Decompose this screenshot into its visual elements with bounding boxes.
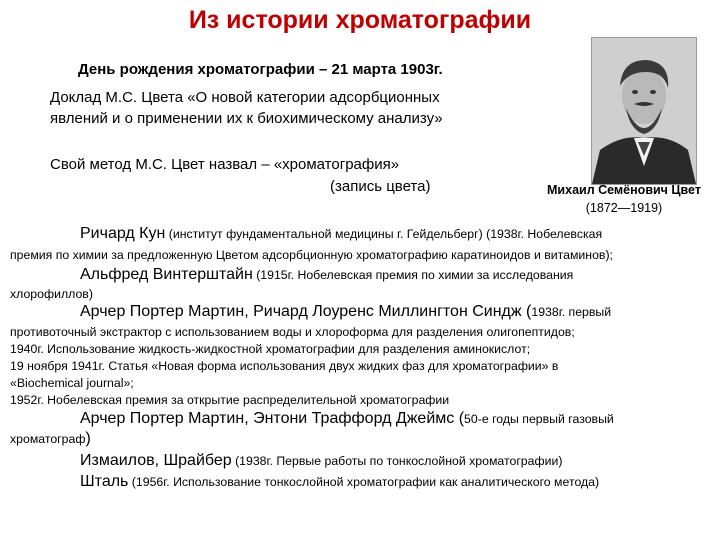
portrait-caption-name: Михаил Семёнович Цвет bbox=[547, 183, 701, 197]
entry-name: Арчер Портер Мартин, Ричард Лоуренс Миллингтон Синдж ( bbox=[80, 303, 532, 320]
entry-detail: (1915г. Нобелевская премия по химии за исследования bbox=[252, 268, 574, 282]
entry-kuhn-cont: премия по химии за предложенную Цветом адсорбционную хроматографию каратиноидов и витаминов); bbox=[10, 248, 613, 262]
page-title: Из истории хроматографии bbox=[188, 6, 532, 34]
entry-izmailov bbox=[80, 452, 562, 470]
recording-note: (запись цвета) bbox=[330, 178, 431, 195]
entry-detail: 1938г. первый bbox=[531, 305, 612, 319]
entry-martin-james bbox=[80, 410, 614, 428]
entry-winterstein bbox=[80, 266, 573, 284]
portrait-caption-years: (1872—1919) bbox=[585, 201, 663, 215]
birthday-line: День рождения хроматографии – 21 марта 1903г. bbox=[78, 61, 443, 78]
entry-martin-james-cont bbox=[10, 430, 91, 448]
report-text bbox=[50, 87, 443, 129]
report-line-2: явлений и о применении их к биохимическому анализу» bbox=[50, 110, 443, 127]
entry-detail: хроматограф bbox=[10, 432, 86, 446]
entry-kuhn bbox=[80, 225, 602, 243]
entry-winterstein-cont: хлорофиллов) bbox=[10, 287, 93, 301]
portrait-photo bbox=[591, 37, 697, 185]
report-line-1: Доклад М.С. Цвета «О новой категории адсорбционных bbox=[50, 89, 440, 106]
entry-name: Шталь bbox=[80, 473, 129, 490]
entry-detail: (1938г. Первые работы по тонкослойной хроматографии) bbox=[231, 454, 563, 468]
entry-detail: (1956г. Использование тонкослойной хроматографии как аналитического метода) bbox=[128, 475, 600, 489]
entry-detail: (институт фундаментальной медицины г. Гейдельберг) (1938г. Нобелевская bbox=[165, 227, 603, 241]
entry-stahl bbox=[80, 473, 599, 491]
entry-martin-synge bbox=[80, 303, 611, 321]
portrait-icon bbox=[592, 38, 696, 184]
entry-martin-synge-line: 1952г. Нобелевская премия за открытие распределительной хроматографии bbox=[10, 393, 450, 407]
entry-martin-synge-line: противоточный экстрактор с использованием воды и хлороформа для разделения олигопептидов; bbox=[10, 325, 575, 339]
entry-name: Арчер Портер Мартин, Энтони Траффорд Джеймс ( bbox=[80, 410, 465, 427]
entry-martin-synge-line: 1940г. Использование жидкость-жидкостной хроматографии для разделения аминокислот; bbox=[10, 342, 531, 356]
entry-name: Измаилов, Шрайбер bbox=[80, 452, 232, 469]
entry-martin-synge-line: 19 ноября 1941г. Статья «Новая форма использования двух жидких фаз для хроматографии» в bbox=[10, 359, 559, 373]
entry-close-paren: ) bbox=[85, 430, 91, 447]
entry-name: Ричард Кун bbox=[80, 225, 166, 242]
entry-martin-synge-line: «Biochemical journal»; bbox=[10, 376, 134, 390]
entry-detail: 50-е годы первый газовый bbox=[464, 412, 614, 426]
method-line: Свой метод М.С. Цвет назвал – «хроматография» bbox=[50, 156, 400, 173]
entry-name: Альфред Винтерштайн bbox=[80, 266, 253, 283]
